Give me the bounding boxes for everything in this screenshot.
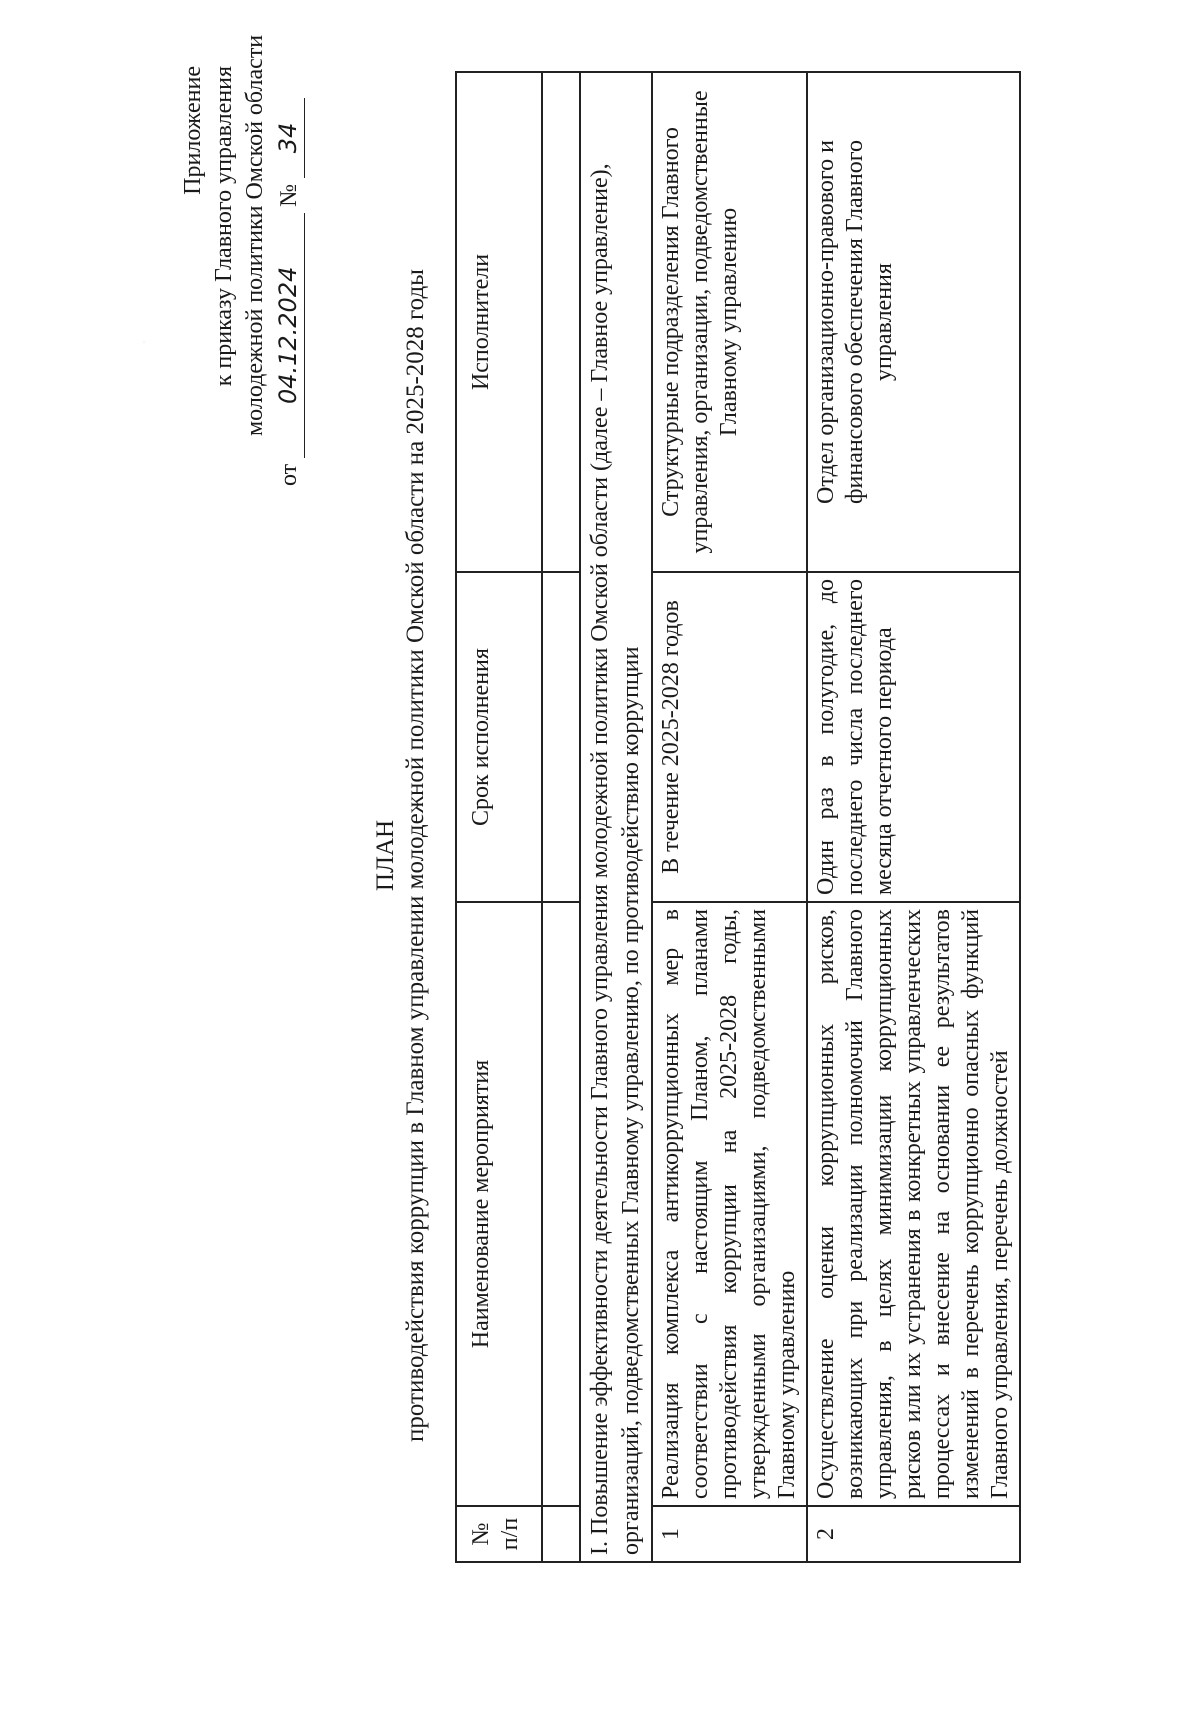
appendix-header [178,34,305,486]
handwritten-number: 34 [273,98,305,178]
header-name: Наименование мероприятия [456,902,542,1506]
spacer-cell [542,572,580,902]
row-term: В течение 2025-2028 годов [652,572,807,902]
row-executors: Структурные подразделения Главного управления, организации, подведомственные Главному управлению [652,72,807,572]
spacer-cell [542,72,580,572]
row-name: Осуществление оценки коррупционных рисков, возникающих при реализации полномочий Главного управления, в целях минимизации коррупционных рисков или их устранения в конкретных управленческих процессах и внесение на основании ее результатов изменений в перечень коррупционно опасных функций Главного управления, перечень должностей [807,902,1020,1506]
table-row [652,72,807,1562]
row-num: 1 [652,1506,807,1562]
appendix-date-row [273,66,305,486]
section-title: I. Повышение эффективности деятельности Главного управления молодежной политики Омской области (далее – Главное управление), организаций, подведомственных Главному управлению, по противодействию коррупции [580,72,652,1562]
row-term: Один раз в полугодие, до последнего числа последнего месяца отчетного периода [807,572,1020,902]
row-executors: Отдел организационно-правового и финансового обеспечения Главного управления [807,72,1020,572]
appendix-order-ref: к приказу Главного управления [211,66,237,387]
header-executors: Исполнители [456,72,542,572]
table-header-row [456,72,542,1562]
row-num: 2 [807,1506,1020,1562]
section-row [580,72,652,1562]
spacer-cell [542,1506,580,1562]
row-name: Реализация комплекса антикоррупционных мер в соответствии с настоящим Планом, планами противодействия коррупции на 2025-2028 годы, утвержденными организациями, подведомственными Главному управлению [652,902,807,1506]
header-term: Срок исполнения [456,572,542,902]
spacer-cell [542,902,580,1506]
number-prefix: № [276,183,302,207]
table-spacer-row [542,72,580,1562]
header-num: № п/п [456,1506,542,1562]
date-prefix: от [276,463,302,486]
appendix-label: Приложение [180,66,206,195]
plan-title: ПЛАН [372,819,399,892]
table-row [807,72,1020,1562]
plan-subtitle: противодействия коррупции в Главном управлении молодежной политики Омской области на 2025-2028 годы [402,269,429,1442]
handwritten-date: 04.12.2024 [273,213,305,458]
appendix-organization: молодежной политики Омской области [242,34,268,436]
plan-table [455,71,1021,1563]
